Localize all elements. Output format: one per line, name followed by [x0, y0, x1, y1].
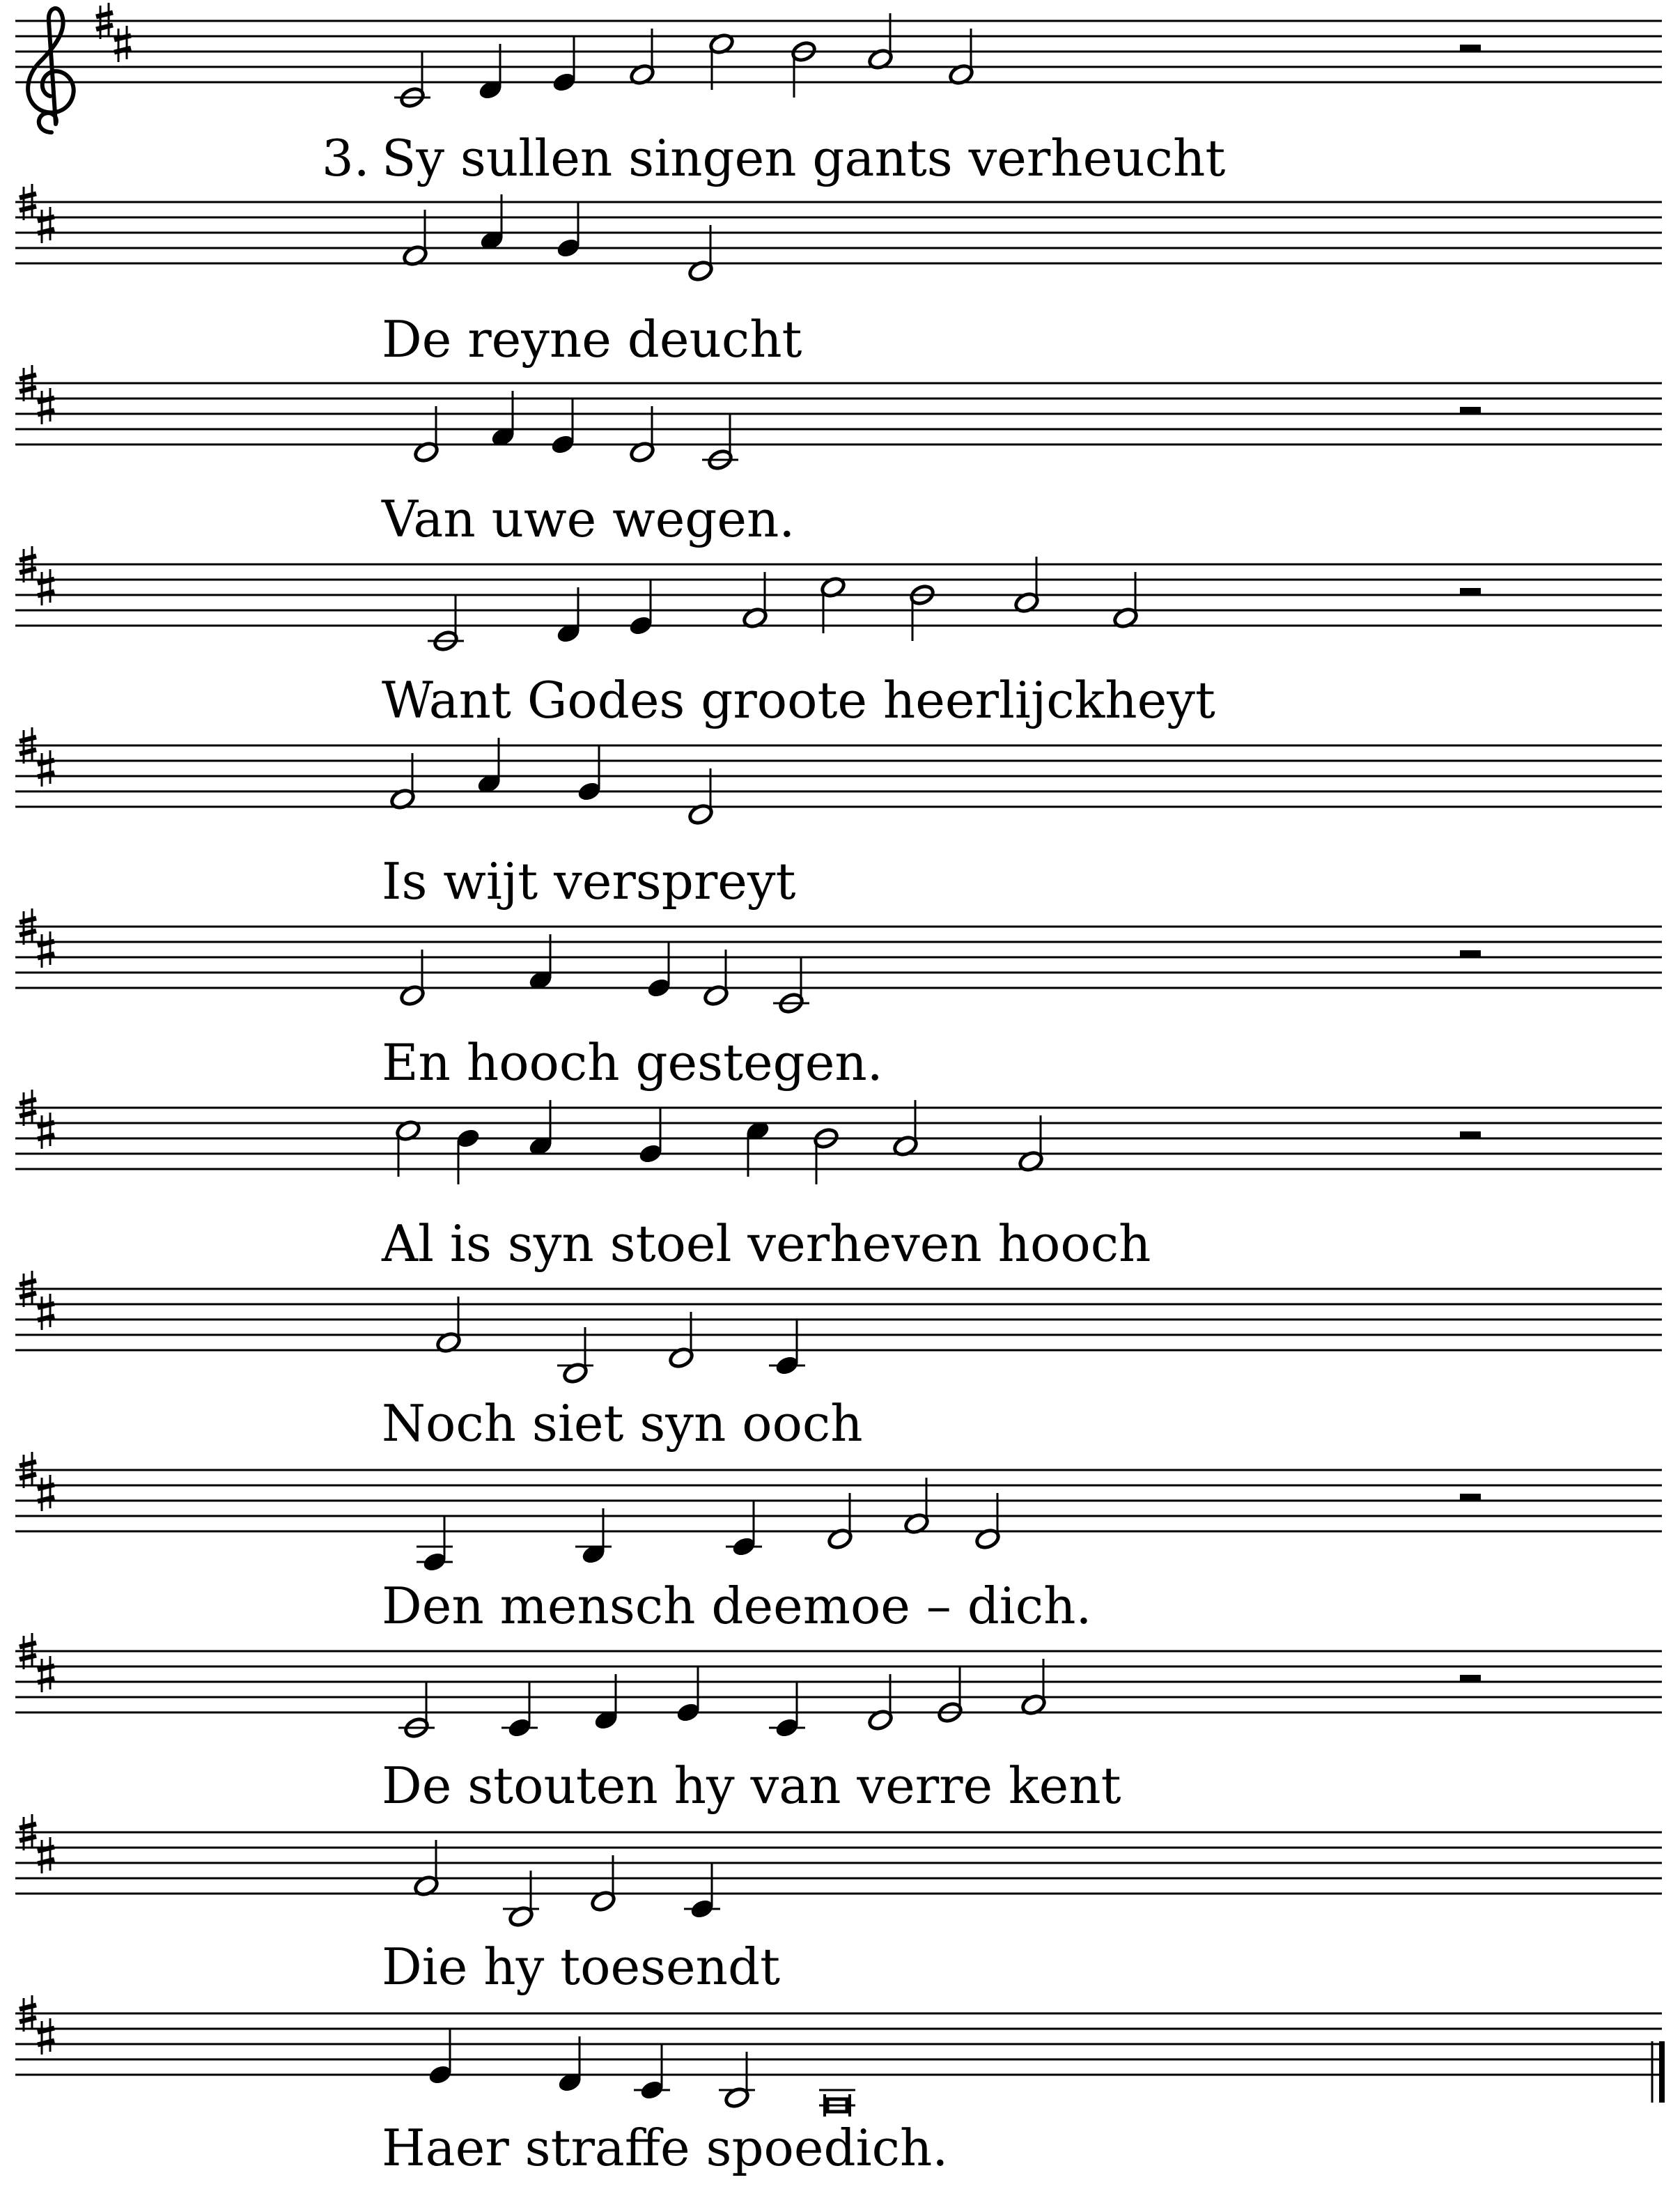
- staff-9: [15, 1452, 1662, 1531]
- quarter-note: [675, 1666, 701, 1724]
- staff-5: [15, 727, 1662, 807]
- quarter-note: [634, 2044, 670, 2102]
- lyric-line-4: Want Godes groote heerlijckheyt: [382, 671, 1215, 729]
- breve-note: [819, 2090, 855, 2117]
- half-rest: [1460, 407, 1481, 414]
- lyric-line-3: Van uwe wegen.: [382, 490, 795, 548]
- half-rest: [1460, 1494, 1481, 1501]
- half-note: [813, 1127, 839, 1184]
- quarter-note: [576, 745, 602, 803]
- quarter-note: [417, 1516, 453, 1574]
- half-note: [428, 595, 464, 653]
- quarter-note: [726, 1501, 762, 1558]
- quarter-note: [769, 1682, 805, 1740]
- quarter-note: [427, 2029, 453, 2087]
- quarter-note: [628, 580, 654, 637]
- quarter-note: [551, 36, 577, 94]
- sharp-icon: [38, 569, 54, 605]
- quarter-note: [501, 1682, 538, 1740]
- half-note: [773, 957, 809, 1015]
- half-rest: [1460, 950, 1481, 957]
- lyric-line-1: Sy sullen singen gants verheucht: [382, 129, 1226, 187]
- half-rest: [1460, 1675, 1481, 1682]
- staff-6: [15, 908, 1662, 988]
- staff-2: [15, 184, 1662, 263]
- quarter-note: [637, 1108, 664, 1166]
- final-barline: [1652, 2041, 1662, 2103]
- sharp-icon: [38, 750, 54, 787]
- treble-clef-icon: [28, 8, 74, 132]
- half-note: [937, 1666, 963, 1724]
- quarter-note: [455, 1127, 481, 1184]
- quarter-note: [555, 202, 582, 260]
- staff-8: [15, 1271, 1662, 1350]
- lyric-line-7: Al is syn stoel verheven hooch: [382, 1214, 1151, 1273]
- sharp-icon: [38, 1294, 54, 1330]
- quarter-note: [550, 399, 576, 456]
- staff-3: [15, 365, 1662, 444]
- lyric-line-12: Haer straffe spoedich.: [382, 2119, 949, 2177]
- lyric-line-10: De stouten hy van verre kent: [382, 1756, 1121, 1815]
- sharp-icon: [38, 1475, 54, 1511]
- lyric-line-11: Die hy toesendt: [382, 1937, 781, 1996]
- half-note: [702, 414, 738, 472]
- sharp-icon: [38, 1113, 54, 1149]
- half-note: [909, 583, 935, 641]
- sharp-icon: [114, 26, 131, 62]
- staff-10: [15, 1633, 1662, 1712]
- staff-1: [15, 3, 1662, 82]
- sharp-icon: [38, 207, 54, 243]
- staff-7: [15, 1090, 1662, 1169]
- sharp-icon: [38, 931, 54, 968]
- staff-11: [15, 1814, 1662, 1894]
- half-note: [791, 40, 817, 98]
- lyric-line-5: Is wijt verspreyt: [382, 852, 796, 911]
- quarter-note: [646, 942, 672, 1000]
- half-rest: [1460, 45, 1481, 52]
- sharp-icon: [38, 2018, 54, 2055]
- staff-12: [15, 1995, 1662, 2075]
- lyric-line-6: En hooch gestegen.: [382, 1033, 883, 1092]
- half-rest: [1460, 588, 1481, 595]
- sharp-icon: [38, 388, 54, 424]
- quarter-note: [769, 1320, 805, 1377]
- half-note: [398, 1682, 435, 1740]
- verse-number: 3.: [322, 129, 370, 187]
- staff-4: [15, 546, 1662, 626]
- half-note: [394, 52, 430, 109]
- half-rest: [1460, 1131, 1481, 1138]
- lyric-line-8: Noch siet syn ooch: [382, 1394, 863, 1453]
- sharp-icon: [38, 1656, 54, 1692]
- lyric-line-9: Den mensch deemoe – dich.: [382, 1577, 1092, 1635]
- sharp-icon: [38, 1837, 54, 1873]
- lyric-line-2: De reyne deucht: [382, 310, 802, 369]
- quarter-note: [684, 1863, 720, 1921]
